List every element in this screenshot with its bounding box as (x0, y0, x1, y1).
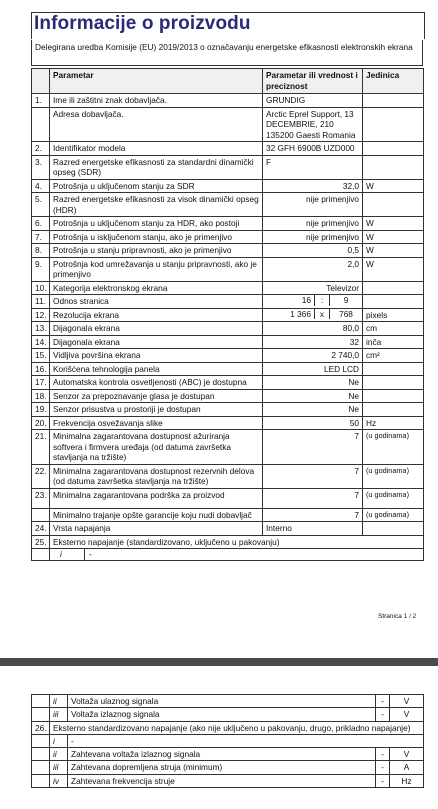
row-label: Dijagonala ekrana (50, 335, 263, 349)
document-title: Informacije o proizvodu (34, 13, 251, 34)
row-label: Razred energetske efikasnosti za standardni dinamički opseg (SDR) (50, 155, 263, 179)
row-label: Razred energetske efikasnosti za visok dinamički opseg (HDR) (50, 193, 263, 217)
sub-index: iii (50, 708, 68, 721)
row-number: 13. (32, 322, 50, 336)
row-label: Voltaža ulaznog signala (68, 695, 376, 708)
row-unit: W (363, 179, 424, 193)
row-label: Rezolucija ekrana (50, 308, 263, 322)
sub-index: i (50, 734, 68, 747)
row-value: 2,0 (263, 257, 363, 281)
row-unit (363, 155, 424, 179)
row-label: Identifikator modela (50, 142, 263, 156)
row-number: 22. (32, 464, 50, 488)
table-row (32, 349, 424, 363)
row-value: 50 (263, 416, 363, 430)
table-row (32, 464, 424, 488)
table-row (32, 522, 424, 536)
row-value: nije primenjivo (263, 217, 363, 231)
row-value: - (376, 761, 390, 774)
row-label: Korišćena tehnologija panela (50, 362, 263, 376)
row-unit (363, 193, 424, 217)
row-value: nije primenjivo (263, 193, 363, 217)
row-label: Senzor prisustva u prostoriji je dostupan (50, 403, 263, 417)
row-number (32, 748, 50, 761)
row-number: 11. (32, 295, 50, 309)
resolution-separator: x (314, 309, 330, 320)
row-unit: V (390, 708, 424, 721)
table-row (32, 549, 424, 561)
row-number: 12. (32, 308, 50, 322)
table-row (32, 322, 424, 336)
row-number: 4. (32, 179, 50, 193)
row-value: 2 740,0 (263, 349, 363, 363)
row-value: GRUNDIG (263, 94, 363, 108)
row-value: Ne (263, 389, 363, 403)
row-unit: W (363, 217, 424, 231)
row-number: 18. (32, 389, 50, 403)
sub-index: i (50, 549, 85, 560)
row-unit (363, 362, 424, 376)
row-label: Zahtevana voltaža izlaznog signala (68, 748, 376, 761)
table-row (32, 107, 424, 142)
row-label: - (68, 734, 424, 747)
row-unit (363, 403, 424, 417)
table-row (32, 403, 424, 417)
row-unit: V (390, 695, 424, 708)
row-label: Potrošnja u isključenom stanju, ako je primenjivo (50, 230, 263, 244)
row-number (32, 774, 50, 787)
row-unit (363, 281, 424, 295)
sub-index: ii (50, 748, 68, 761)
table-row (32, 761, 424, 774)
sub-row (50, 549, 424, 561)
row-unit (363, 376, 424, 390)
intro-text: Delegirana uredba Komisije (EU) 2019/2013 o označavanju energetske efikasnosti elektronskih ekrana (31, 40, 423, 66)
row-number (32, 508, 50, 522)
row-label: - (89, 549, 92, 559)
table-row (32, 721, 424, 734)
table-row (32, 257, 424, 281)
row-value: 80,0 (263, 322, 363, 336)
row-number: 1. (32, 94, 50, 108)
header-param: Parametar (50, 69, 263, 94)
sub-index: iii (50, 761, 68, 774)
row-number (32, 107, 50, 142)
table-row (32, 774, 424, 787)
row-value: Ne (263, 376, 363, 390)
row-number: 9. (32, 257, 50, 281)
row-number: 6. (32, 217, 50, 231)
row-label: Frekvencija osvežavanja slike (50, 416, 263, 430)
row-number (32, 549, 50, 561)
row-value: F (263, 155, 363, 179)
table-row (32, 748, 424, 761)
sub-index: ii (50, 695, 68, 708)
row-unit: Hz (390, 774, 424, 787)
row-value: LED LCD (263, 362, 363, 376)
aspect-height: 9 (343, 295, 349, 305)
table-row (32, 155, 424, 179)
row-label: Minimalna zagarantovana podrška za proizvod (50, 488, 263, 508)
row-unit (363, 142, 424, 156)
row-value: - (376, 748, 390, 761)
row-unit: Hz (363, 416, 424, 430)
spec-table-continued (31, 694, 424, 788)
row-value: Televizor (263, 281, 363, 295)
table-row (32, 281, 424, 295)
row-unit: V (390, 748, 424, 761)
row-value: 7 (263, 488, 363, 508)
page-number: Stranica 1 / 2 (378, 613, 417, 620)
row-unit: (u godinama) (363, 430, 424, 465)
row-label: Potrošnja u stanju pripravnosti, ako je primenjivo (50, 244, 263, 258)
row-number (32, 695, 50, 708)
row-label: Eksterno napajanje (standardizovano, uključeno u pakovanju) (50, 535, 424, 549)
table-row (32, 244, 424, 258)
row-unit: inča (363, 335, 424, 349)
table-row (32, 708, 424, 721)
row-label: Kategorija elektronskog ekrana (50, 281, 263, 295)
header-unit: Jedinica (363, 69, 424, 94)
row-number (32, 734, 50, 747)
row-label: Minimalno trajanje opšte garancije koju nudi dobavljač (50, 508, 263, 522)
table-row (32, 416, 424, 430)
row-number (32, 761, 50, 774)
row-number: 20. (32, 416, 50, 430)
table-row (32, 193, 424, 217)
table-row (32, 94, 424, 108)
sub-index: iv (50, 774, 68, 787)
resolution-height: 768 (339, 308, 353, 319)
row-value: Ne (263, 403, 363, 417)
row-value: - (376, 695, 390, 708)
row-number: 7. (32, 230, 50, 244)
row-value: Arctic Eprel Support, 13 DECEMBRIE, 210 135200 Gaesti Romania (263, 107, 363, 142)
row-unit (363, 295, 424, 309)
table-row (32, 734, 424, 747)
table-row (32, 179, 424, 193)
row-unit (363, 522, 424, 536)
row-label: Potrošnja u uključenom stanju za SDR (50, 179, 263, 193)
table-row (32, 142, 424, 156)
table-row (32, 217, 424, 231)
table-row (32, 508, 424, 522)
row-number: 10. (32, 281, 50, 295)
resolution-width: 1 366 (290, 308, 311, 319)
row-label: Vrsta napajanja (50, 522, 263, 536)
row-value: - (376, 708, 390, 721)
table-row (32, 695, 424, 708)
row-unit: cm² (363, 349, 424, 363)
row-value: - (376, 774, 390, 787)
aspect-separator: : (314, 295, 330, 306)
row-label: Vidljiva površina ekrana (50, 349, 263, 363)
row-value: Interno (263, 522, 363, 536)
row-unit: W (363, 244, 424, 258)
table-row (32, 376, 424, 390)
row-label: Ime ili zaštitni znak dobavljača. (50, 94, 263, 108)
row-unit (363, 107, 424, 142)
row-value: 32 GFH 6900B UZD000 (263, 142, 363, 156)
row-number: 8. (32, 244, 50, 258)
row-label: Adresa dobavljača. (50, 107, 263, 142)
row-unit: pixels (363, 308, 424, 322)
table-row (32, 230, 424, 244)
row-unit: cm (363, 322, 424, 336)
table-row (32, 362, 424, 376)
header-value: Parametar ili vrednost i preciznost (263, 69, 363, 94)
table-row (32, 535, 424, 549)
row-value: 7 (263, 430, 363, 465)
row-number: 15. (32, 349, 50, 363)
table-row (32, 389, 424, 403)
table-row (32, 335, 424, 349)
row-number: 2. (32, 142, 50, 156)
row-number: 16. (32, 362, 50, 376)
row-label: Dijagonala ekrana (50, 322, 263, 336)
row-number: 17. (32, 376, 50, 390)
row-number: 14. (32, 335, 50, 349)
table-row (32, 295, 424, 309)
row-label: Potrošnja kod umrežavanja u stanju pripravnosti, ako je primenjivo (50, 257, 263, 281)
row-number: 24. (32, 522, 50, 536)
row-value: 32 (263, 335, 363, 349)
row-label: Zahtevana dopremljena struja (minimum) (68, 761, 376, 774)
row-number: 19. (32, 403, 50, 417)
row-label: Odnos stranica (50, 295, 263, 309)
row-value: 32,0 (263, 179, 363, 193)
row-unit: W (363, 230, 424, 244)
table-row (32, 488, 424, 508)
table-header (32, 69, 424, 94)
row-unit: (u godinama) (363, 488, 424, 508)
row-label: Eksterno standardizovano napajanje (ako nije uključeno u pakovanju, drugo, prikladno napajanje) (50, 721, 424, 734)
resolution-cell (263, 308, 363, 322)
row-label: Minimalna zagarantovana dostupnost ažuriranja softvera i firmvera uređaja (od datuma završetka stavljanja na tržište) (50, 430, 263, 465)
row-number (32, 708, 50, 721)
row-unit: A (390, 761, 424, 774)
row-value: 7 (263, 464, 363, 488)
aspect-ratio-cell (263, 295, 363, 309)
row-label: Minimalna zagarantovana dostupnost rezervnih delova (od datuma završetka stavljanja na tržište) (50, 464, 263, 488)
row-number: 23. (32, 488, 50, 508)
aspect-width: 16 (301, 295, 311, 305)
page-divider (0, 658, 438, 666)
table-row (32, 308, 424, 322)
row-number: 3. (32, 155, 50, 179)
row-value: nije primenjivo (263, 230, 363, 244)
table-row (32, 430, 424, 465)
row-number: 5. (32, 193, 50, 217)
row-number: 21. (32, 430, 50, 465)
row-unit (363, 389, 424, 403)
row-label: Automatska kontrola osvetljenosti (ABC) je dostupna (50, 376, 263, 390)
row-unit (363, 94, 424, 108)
row-value: 0,5 (263, 244, 363, 258)
row-value: 7 (263, 508, 363, 522)
row-label: Senzor za prepoznavanje glasa je dostupan (50, 389, 263, 403)
row-unit: W (363, 257, 424, 281)
row-number: 25. (32, 535, 50, 549)
row-label: Zahtevana frekvencija struje (68, 774, 376, 787)
row-label: Potrošnja u uključenom stanju za HDR, ako postoji (50, 217, 263, 231)
row-unit: (u godinama) (363, 508, 424, 522)
row-number: 26. (32, 721, 50, 734)
spec-table (31, 68, 424, 561)
row-unit: (u godinama) (363, 464, 424, 488)
page-2 (0, 666, 438, 809)
row-label: Voltaža izlaznog signala (68, 708, 376, 721)
